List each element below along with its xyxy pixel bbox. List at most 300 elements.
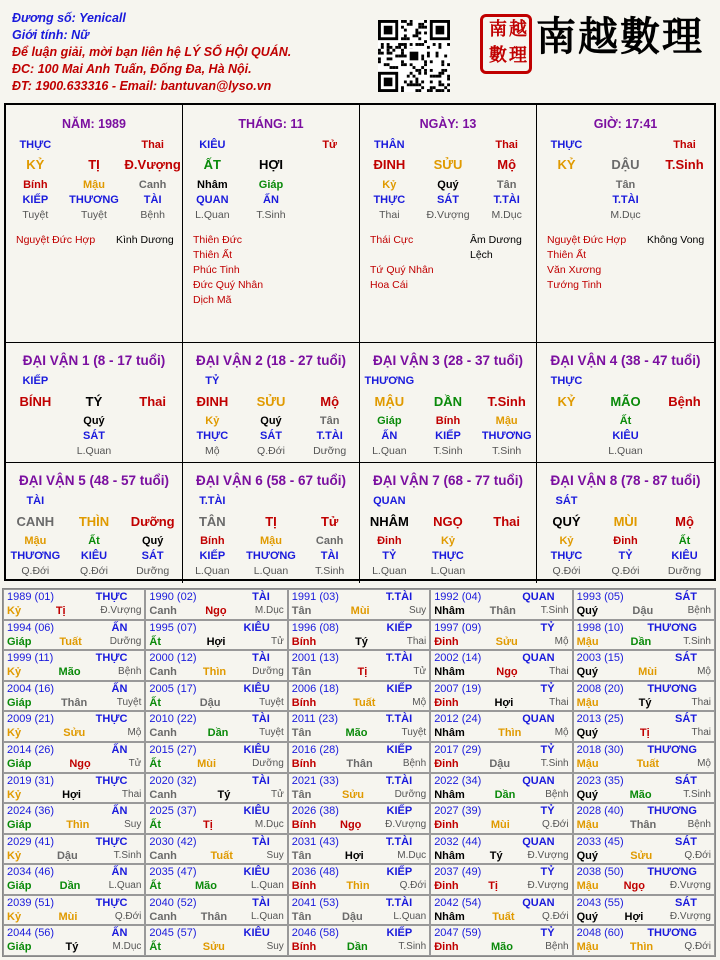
year-top	[149, 621, 283, 635]
year-label: 2028 (40)	[576, 805, 624, 818]
year-cell[interactable]	[430, 773, 572, 804]
year-cell[interactable]	[288, 925, 430, 956]
year-cell[interactable]	[145, 803, 287, 834]
year-cell[interactable]	[3, 650, 145, 681]
star-name: Đức Quý Nhân	[193, 279, 264, 291]
year-top	[292, 682, 426, 696]
year-stem: Bính	[291, 757, 317, 770]
year-ten-god: TÀI	[252, 652, 270, 665]
year-top	[292, 621, 426, 635]
hidden-stem-row	[183, 178, 359, 193]
year-branch: Tị	[55, 605, 66, 617]
year-cell[interactable]	[145, 681, 287, 712]
year-cell[interactable]	[430, 925, 572, 956]
year-branch: Dần	[59, 880, 81, 893]
year-cell[interactable]	[145, 742, 287, 773]
year-ten-god: T.TÀI	[385, 591, 413, 603]
dai-van-title: ĐẠI VẬN 6 (58 - 67 tuổi)	[195, 473, 347, 488]
year-bottom	[434, 879, 568, 893]
hidden-god-value: TÀI	[143, 194, 162, 206]
year-stem: Mậu	[576, 757, 599, 770]
year-cell[interactable]	[145, 773, 287, 804]
year-stem: Tân	[291, 666, 312, 679]
year-label: 1991 (03)	[291, 591, 339, 603]
year-stem: Đinh	[434, 696, 459, 709]
year-branch: Thìn	[66, 819, 90, 832]
year-label: 2004 (16)	[7, 682, 55, 695]
hidden-god-row	[183, 193, 359, 208]
pillar-cell	[360, 105, 537, 343]
hidden-stem-value: Bính	[23, 179, 48, 191]
year-cell[interactable]	[430, 864, 572, 895]
year-stage: Mộ	[127, 727, 142, 739]
life-stage-row	[360, 208, 536, 223]
year-ten-god: ẤN	[111, 682, 128, 695]
hidden-stem-value: Quý	[260, 415, 282, 427]
year-cell[interactable]	[430, 620, 572, 651]
year-stem: Quý	[576, 727, 598, 740]
year-cell[interactable]	[573, 681, 715, 712]
dai-van-cell[interactable]	[537, 343, 714, 463]
year-cell[interactable]	[288, 681, 430, 712]
stem-branch-value: TÝ	[85, 394, 103, 409]
year-top	[577, 712, 711, 726]
year-cell[interactable]	[3, 864, 145, 895]
ten-god-row	[360, 374, 536, 389]
year-bottom	[149, 604, 283, 618]
year-stage: Đ.Vượng	[527, 849, 569, 861]
year-stage: Đ.Vượng	[669, 880, 711, 892]
year-ten-god: TỶ	[540, 927, 555, 940]
year-cell[interactable]	[3, 711, 145, 742]
pillar-title: GIỜ: 17:41	[593, 117, 658, 131]
year-cell[interactable]	[3, 895, 145, 926]
year-cell[interactable]	[573, 895, 715, 926]
year-top	[577, 743, 711, 757]
year-bottom	[149, 696, 283, 710]
year-label: 2030 (42)	[149, 835, 197, 848]
life-stage-value: L.Quan	[372, 445, 407, 457]
year-stem: Kỷ	[7, 666, 22, 679]
year-cell[interactable]	[288, 711, 430, 742]
year-branch: Thân	[489, 605, 516, 617]
dai-van-cell[interactable]	[6, 463, 183, 583]
year-stem: Quý	[576, 666, 598, 679]
hidden-god-row	[360, 429, 536, 444]
star-name: Thiên Ất	[193, 249, 233, 261]
year-ten-god: THỰC	[95, 713, 128, 726]
year-ten-god: KIẾP	[386, 621, 413, 634]
pillar-title: THÁNG: 11	[238, 117, 304, 131]
year-stem: Nhâm	[434, 605, 465, 617]
year-bottom	[7, 940, 141, 954]
life-stage-value: Đ.Vượng	[426, 209, 470, 221]
year-ten-god: KIÊU	[243, 621, 270, 634]
year-label: 2031 (43)	[291, 835, 339, 848]
year-stage: Thai	[691, 727, 711, 739]
qr-code-icon[interactable]	[378, 20, 450, 92]
stem-branch-value: Mộ	[675, 514, 694, 529]
year-stem: Ất	[149, 635, 161, 648]
stem-branch-row	[537, 513, 714, 531]
year-branch: Thân	[346, 757, 373, 770]
year-stage: Thai	[549, 666, 569, 678]
year-cell[interactable]	[430, 803, 572, 834]
year-bottom	[149, 879, 283, 893]
year-cell[interactable]	[3, 620, 145, 651]
year-branch: Ngọ	[623, 880, 645, 893]
year-cell[interactable]	[288, 834, 430, 865]
year-ten-god: T.TÀI	[385, 896, 413, 909]
year-cell[interactable]	[573, 711, 715, 742]
year-label: 2002 (14)	[434, 652, 482, 665]
dai-van-cell[interactable]	[537, 463, 714, 583]
year-cell[interactable]	[288, 650, 430, 681]
year-branch: Dậu	[632, 605, 654, 617]
ten-god-value: THỰC	[550, 375, 583, 387]
hidden-stem-value: Quý	[83, 415, 105, 427]
year-ten-god: T.TÀI	[385, 835, 413, 848]
stem-branch-value: T.Sinh	[665, 157, 704, 172]
year-cell[interactable]	[430, 895, 572, 926]
dai-van-title: ĐẠI VẬN 1 (8 - 17 tuổi)	[22, 353, 166, 368]
year-stem: Quý	[576, 910, 598, 923]
year-bottom	[7, 849, 141, 863]
hidden-stem-value: Kỷ	[559, 535, 574, 547]
year-stem: Mậu	[576, 880, 599, 893]
ten-god-value	[242, 494, 301, 509]
year-ten-god: KIẾP	[386, 927, 413, 940]
year-stem: Tân	[291, 910, 312, 923]
year-cell[interactable]	[288, 742, 430, 773]
star-row	[547, 233, 714, 248]
pillar-title: NĂM: 1989	[62, 117, 126, 131]
year-stem: Mậu	[576, 819, 599, 832]
year-cell[interactable]	[573, 742, 715, 773]
year-ten-god: ẤN	[111, 805, 128, 818]
year-cell[interactable]	[430, 711, 572, 742]
life-stage-value: L.Quan	[372, 565, 407, 577]
year-label: 2023 (35)	[576, 774, 624, 787]
year-ten-god: TÀI	[252, 713, 270, 726]
year-ten-god: SÁT	[674, 713, 697, 726]
year-top	[434, 590, 568, 604]
year-cell[interactable]	[288, 773, 430, 804]
ten-god-value	[477, 494, 536, 509]
year-ten-god: THƯƠNG	[647, 621, 697, 634]
year-stem: Đinh	[434, 941, 459, 954]
hidden-god-value: SÁT	[82, 430, 105, 442]
year-cell[interactable]	[430, 681, 572, 712]
year-label: 2029 (41)	[7, 835, 55, 848]
year-ten-god: ẤN	[111, 621, 128, 634]
year-stem: Quý	[576, 605, 598, 617]
year-label: 1990 (02)	[149, 591, 197, 603]
year-ten-god: ẤN	[111, 866, 128, 879]
year-bottom	[7, 665, 141, 679]
year-cell[interactable]	[430, 834, 572, 865]
star-row	[193, 233, 359, 248]
ten-god-value	[65, 494, 124, 509]
stem-branch-value: TỊ	[88, 157, 100, 172]
year-cell[interactable]	[430, 742, 572, 773]
year-top	[7, 896, 141, 910]
ten-god-row	[537, 374, 714, 389]
year-bottom	[7, 726, 141, 740]
year-stem: Ất	[149, 696, 161, 709]
year-stem: Giáp	[7, 757, 32, 770]
year-label: 2027 (39)	[434, 805, 482, 818]
year-branch: Mão	[629, 788, 652, 801]
year-branch: Thìn	[202, 666, 227, 679]
ten-god-value	[65, 374, 124, 389]
year-top	[577, 651, 711, 665]
dai-van-cell[interactable]	[360, 463, 537, 583]
hidden-god-value: KIÊU	[80, 550, 108, 562]
year-cell[interactable]	[288, 803, 430, 834]
year-branch: Tuất	[59, 635, 82, 648]
year-cell[interactable]	[3, 925, 145, 956]
year-cell[interactable]	[288, 589, 430, 620]
year-top	[149, 926, 283, 940]
year-cell[interactable]	[3, 803, 145, 834]
year-stage: T.Sinh	[398, 941, 427, 953]
year-cell[interactable]	[288, 895, 430, 926]
year-bottom	[292, 940, 426, 954]
year-bottom	[434, 849, 568, 863]
year-cell[interactable]	[3, 681, 145, 712]
year-bottom	[577, 635, 711, 649]
year-cell[interactable]	[288, 620, 430, 651]
year-label: 2007 (19)	[434, 682, 482, 695]
life-stage-value: Mộ	[205, 445, 220, 457]
year-top	[434, 682, 568, 696]
year-cell[interactable]	[573, 834, 715, 865]
year-cell[interactable]	[145, 711, 287, 742]
life-stage-value	[300, 208, 359, 223]
year-label: 2011 (23)	[291, 713, 339, 726]
hidden-stem-value: Mậu	[82, 179, 105, 191]
hidden-god-value: THƯƠNG	[481, 430, 532, 442]
year-bottom	[434, 635, 568, 649]
year-branch: Tý	[65, 941, 79, 954]
hidden-god-row	[537, 429, 714, 444]
year-stem: Giáp	[7, 941, 32, 954]
hidden-god-value: THỰC	[432, 550, 464, 562]
year-top	[577, 682, 711, 696]
year-cell[interactable]	[3, 834, 145, 865]
year-ten-god: TÀI	[252, 591, 270, 603]
year-branch: Tị	[203, 819, 213, 832]
year-branch: Hợi	[62, 788, 81, 801]
life-stage-row	[6, 444, 182, 459]
year-bottom	[292, 604, 426, 618]
hidden-stem-row	[360, 414, 536, 429]
year-cell[interactable]	[145, 864, 287, 895]
life-stage-value: Thai	[379, 209, 400, 221]
year-bottom	[292, 818, 426, 832]
year-ten-god: KIẾP	[386, 805, 413, 818]
year-label: 1996 (08)	[291, 621, 339, 634]
stem-branch-value: Dưỡng	[130, 514, 175, 529]
year-branch: Dần	[207, 727, 229, 740]
year-branch: Sửu	[495, 635, 518, 648]
year-cell[interactable]	[145, 895, 287, 926]
star-name: Âm Dương Lệch	[470, 234, 522, 261]
year-label: 2000 (12)	[149, 652, 197, 665]
hidden-stem-row	[183, 534, 359, 549]
year-label: 2032 (44)	[434, 835, 482, 848]
pillars-grid	[4, 103, 716, 581]
year-branch: Tuất	[492, 910, 515, 923]
year-cell[interactable]	[573, 773, 715, 804]
year-cell[interactable]	[573, 864, 715, 895]
year-stage: Bệnh	[687, 605, 711, 616]
year-top	[7, 590, 141, 604]
ten-god-value: THỰC	[19, 139, 52, 151]
ten-god-value	[242, 374, 301, 389]
year-stage: Suy	[266, 941, 284, 953]
year-top	[292, 743, 426, 757]
year-cell[interactable]	[573, 803, 715, 834]
year-cell[interactable]	[3, 742, 145, 773]
hidden-god-value: QUAN	[196, 194, 229, 206]
year-top	[434, 835, 568, 849]
life-stage-row	[6, 208, 182, 223]
year-ten-god: KIÊU	[243, 805, 270, 818]
stem-branch-value: KỶ	[26, 157, 45, 172]
year-cell[interactable]	[573, 620, 715, 651]
life-stage-value: T.Sinh	[492, 445, 522, 457]
year-cell[interactable]	[288, 864, 430, 895]
year-cell[interactable]	[145, 834, 287, 865]
year-cell[interactable]	[430, 589, 572, 620]
pillar-cell	[537, 105, 714, 343]
year-ten-god: THƯƠNG	[647, 866, 697, 879]
year-top	[7, 926, 141, 940]
year-ten-god: QUAN	[522, 896, 555, 909]
year-ten-god: KIÊU	[243, 743, 270, 756]
year-top	[149, 804, 283, 818]
year-cell[interactable]	[145, 620, 287, 651]
year-stem: Tân	[291, 605, 312, 617]
pillar-title: NGÀY: 13	[419, 117, 477, 131]
year-cell[interactable]	[3, 589, 145, 620]
life-stage-value: T.Sinh	[315, 565, 345, 577]
year-top	[434, 865, 568, 879]
year-label: 2009 (21)	[7, 713, 55, 726]
stem-branch-row	[183, 393, 359, 411]
life-stage-row	[360, 444, 536, 459]
year-ten-god: THỰC	[95, 652, 128, 665]
year-top	[7, 804, 141, 818]
year-bottom	[577, 818, 711, 832]
stem-branch-row	[537, 156, 714, 174]
year-bottom	[292, 696, 426, 710]
stem-branch-value: BÍNH	[19, 394, 52, 409]
year-stage: Tuyệt	[116, 696, 142, 708]
year-branch: Dậu	[199, 696, 221, 709]
hidden-god-value: KIẾP	[22, 194, 49, 206]
year-cell[interactable]	[145, 650, 287, 681]
ten-god-value: KIẾP	[22, 375, 49, 387]
year-branch: Tuất	[210, 849, 233, 862]
life-stage-value: Tuyệt	[22, 209, 49, 221]
year-branch: Dậu	[56, 849, 78, 862]
year-top	[292, 835, 426, 849]
year-stem: Bính	[291, 941, 317, 954]
year-bottom	[577, 940, 711, 954]
year-branch: Hợi	[624, 910, 644, 923]
year-bottom	[434, 604, 568, 618]
seal-char: 理	[509, 45, 527, 66]
ten-god-value	[300, 494, 359, 509]
year-stage: Q.Đới	[399, 880, 427, 892]
year-stage: L.Quan	[250, 910, 284, 922]
hidden-god-row	[6, 549, 182, 564]
year-branch: Hợi	[206, 635, 226, 648]
year-cell[interactable]	[430, 650, 572, 681]
year-bottom	[7, 910, 141, 924]
hidden-stem-row	[6, 414, 182, 429]
year-bottom	[292, 849, 426, 863]
year-ten-god: THƯƠNG	[647, 743, 697, 756]
year-cell[interactable]	[145, 589, 287, 620]
stem-branch-value: NHÂM	[369, 514, 409, 529]
year-bottom	[7, 818, 141, 832]
hidden-god-row	[360, 193, 536, 208]
hidden-god-row	[537, 193, 714, 208]
dai-van-cell[interactable]	[6, 343, 183, 463]
year-cell[interactable]	[573, 650, 715, 681]
stem-branch-value: TỊ	[265, 514, 277, 529]
year-bottom	[434, 910, 568, 924]
contact-line-3[interactable]: ĐT: 1900.633316 - Email: bantuvan@lyso.vn	[12, 79, 272, 93]
dai-van-cell[interactable]	[183, 343, 360, 463]
year-label: 2020 (32)	[149, 774, 197, 787]
dai-van-cell[interactable]	[360, 343, 537, 463]
hidden-god-value: SÁT	[259, 430, 282, 442]
year-cell[interactable]	[573, 925, 715, 956]
year-branch: Ngọ	[69, 757, 91, 770]
year-cell[interactable]	[3, 773, 145, 804]
hidden-god-value: T.TÀI	[493, 194, 520, 206]
year-ten-god: KIÊU	[243, 682, 270, 695]
hidden-stem-value	[123, 414, 182, 429]
star-row	[370, 233, 536, 263]
year-bottom	[292, 910, 426, 924]
ten-god-value	[419, 374, 478, 389]
year-top	[434, 743, 568, 757]
dai-van-title: ĐẠI VẬN 2 (18 - 27 tuổi)	[195, 353, 347, 368]
year-ten-god: TỶ	[540, 621, 555, 634]
year-label: 2008 (20)	[576, 682, 624, 695]
ten-god-value	[419, 138, 478, 153]
year-bottom	[577, 696, 711, 710]
ten-god-row	[183, 494, 359, 509]
year-cell[interactable]	[145, 925, 287, 956]
hidden-god-value	[537, 429, 596, 444]
year-cell[interactable]	[573, 589, 715, 620]
dai-van-cell[interactable]	[183, 463, 360, 583]
life-stage-value: L.Quan	[195, 209, 230, 221]
year-stem: Đinh	[434, 819, 459, 832]
year-top	[577, 590, 711, 604]
stem-branch-value: Mộ	[497, 157, 517, 172]
hidden-stem-value: Mậu	[24, 535, 47, 547]
year-top	[292, 926, 426, 940]
year-ten-god: SÁT	[674, 591, 697, 603]
